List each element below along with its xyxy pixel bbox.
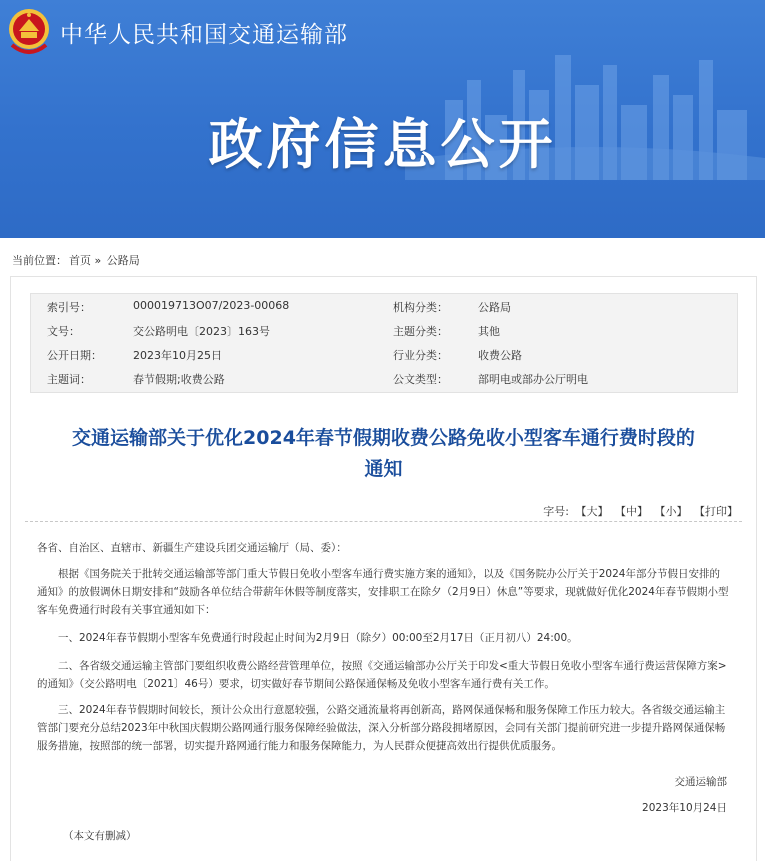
document-title-line: 通知 bbox=[364, 458, 403, 480]
meta-label: 行业分类： bbox=[393, 349, 448, 362]
font-large-button[interactable]: 【大】 bbox=[575, 505, 609, 518]
header-banner bbox=[0, 0, 765, 238]
meta-label: 文号： bbox=[47, 325, 80, 338]
breadcrumb bbox=[12, 252, 140, 268]
breadcrumb-separator: » bbox=[94, 254, 102, 267]
document-date: 2023年10月24日 bbox=[642, 802, 727, 814]
national-emblem-icon bbox=[6, 5, 52, 59]
salutation: 各省、自治区、直辖市、新疆生产建设兵团交通运输厅（局、委）： bbox=[37, 542, 347, 554]
meta-label: 机构分类： bbox=[393, 301, 448, 314]
meta-label: 公文类型： bbox=[393, 373, 448, 386]
paragraph: 二、各省级交通运输主管部门要组织收费公路经营管理单位，按照《交通运输部办公厅关于印发<重大节假日免收小型客车通行费运营保障方案>的通知》（交公路明电〔2021〕46号）要求，切实做好春节期间公路保通保畅及免收小型客车通行费有关工作。 bbox=[37, 660, 727, 690]
meta-value: 春节假期;收费公路 bbox=[133, 373, 225, 386]
meta-value: 公路局 bbox=[478, 301, 511, 314]
meta-value: 2023年10月25日 bbox=[133, 349, 222, 362]
meta-value: 000019713O07/2023-00068 bbox=[133, 299, 290, 312]
paragraph: 根据《国务院关于批转交通运输部等部门重大节假日免收小型客车通行费实施方案的通知》，以及《国务院办公厅关于2024年部分节假日安排的通知》的放假调休日期安排和“鼓励各单位结合带薪年休假等制度落实，安排职工在除夕（2月9日）休息”等要求，现就做好优化2024年春节假期小型客车免费通行时段有关事宜通知如下： bbox=[37, 568, 729, 616]
meta-value: 收费公路 bbox=[478, 349, 522, 362]
font-medium-button[interactable]: 【中】 bbox=[615, 505, 648, 518]
metadata-row bbox=[31, 342, 737, 366]
meta-label: 公开日期： bbox=[47, 349, 102, 362]
meta-label: 索引号： bbox=[47, 301, 91, 314]
meta-label: 主题词： bbox=[47, 373, 91, 386]
breadcrumb-current-link[interactable]: 公路局 bbox=[106, 254, 140, 267]
breadcrumb-label: 当前位置： bbox=[12, 254, 67, 267]
metadata-table bbox=[30, 293, 738, 393]
print-button[interactable]: 【打印】 bbox=[694, 505, 738, 518]
meta-value: 交公路明电〔2023〕163号 bbox=[133, 325, 270, 338]
ministry-name: 中华人民共和国交通运输部 bbox=[60, 22, 348, 48]
paragraph: 一、2024年春节假期小型客车免费通行时段起止时间为2月9日（除夕）00:00至2月17日（正月初八）24:00。 bbox=[58, 632, 578, 644]
banner-title: 政府信息公开 bbox=[208, 113, 557, 176]
paragraph: 三、2024年春节假期时间较长，预计公众出行意愿较强，公路交通流量将再创新高，路网保通保畅和服务保障工作压力较大。各省级交通运输主管部门要充分总结2023年中秋国庆假期公路网通行服务保障经验做法，深入分析部分路段拥堵原因，会同有关部门提前研究进一步提升路网保通保畅服务措施，按照部的统一部署，切实提升路网通行能力和服务保障能力，为人民群众便捷高效出行提供优质服务。 bbox=[37, 704, 726, 752]
breadcrumb-home-link[interactable]: 首页 bbox=[69, 254, 91, 267]
font-size-toolbar bbox=[540, 503, 738, 519]
meta-value: 其他 bbox=[478, 325, 500, 338]
abridged-note: （本文有删减） bbox=[63, 830, 137, 842]
divider bbox=[25, 521, 742, 522]
metadata-row bbox=[31, 366, 737, 390]
font-size-label: 字号: bbox=[543, 505, 569, 518]
signature: 交通运输部 bbox=[674, 776, 727, 788]
metadata-row bbox=[31, 294, 737, 318]
meta-value: 部明电或部办公厅明电 bbox=[478, 373, 588, 386]
article-panel bbox=[10, 276, 757, 861]
font-small-button[interactable]: 【小】 bbox=[654, 505, 688, 518]
document-title bbox=[11, 423, 756, 485]
document-title-line: 交通运输部关于优化2024年春节假期收费公路免收小型客车通行费时段的 bbox=[72, 427, 695, 449]
metadata-row bbox=[31, 318, 737, 342]
meta-label: 主题分类： bbox=[393, 325, 448, 338]
